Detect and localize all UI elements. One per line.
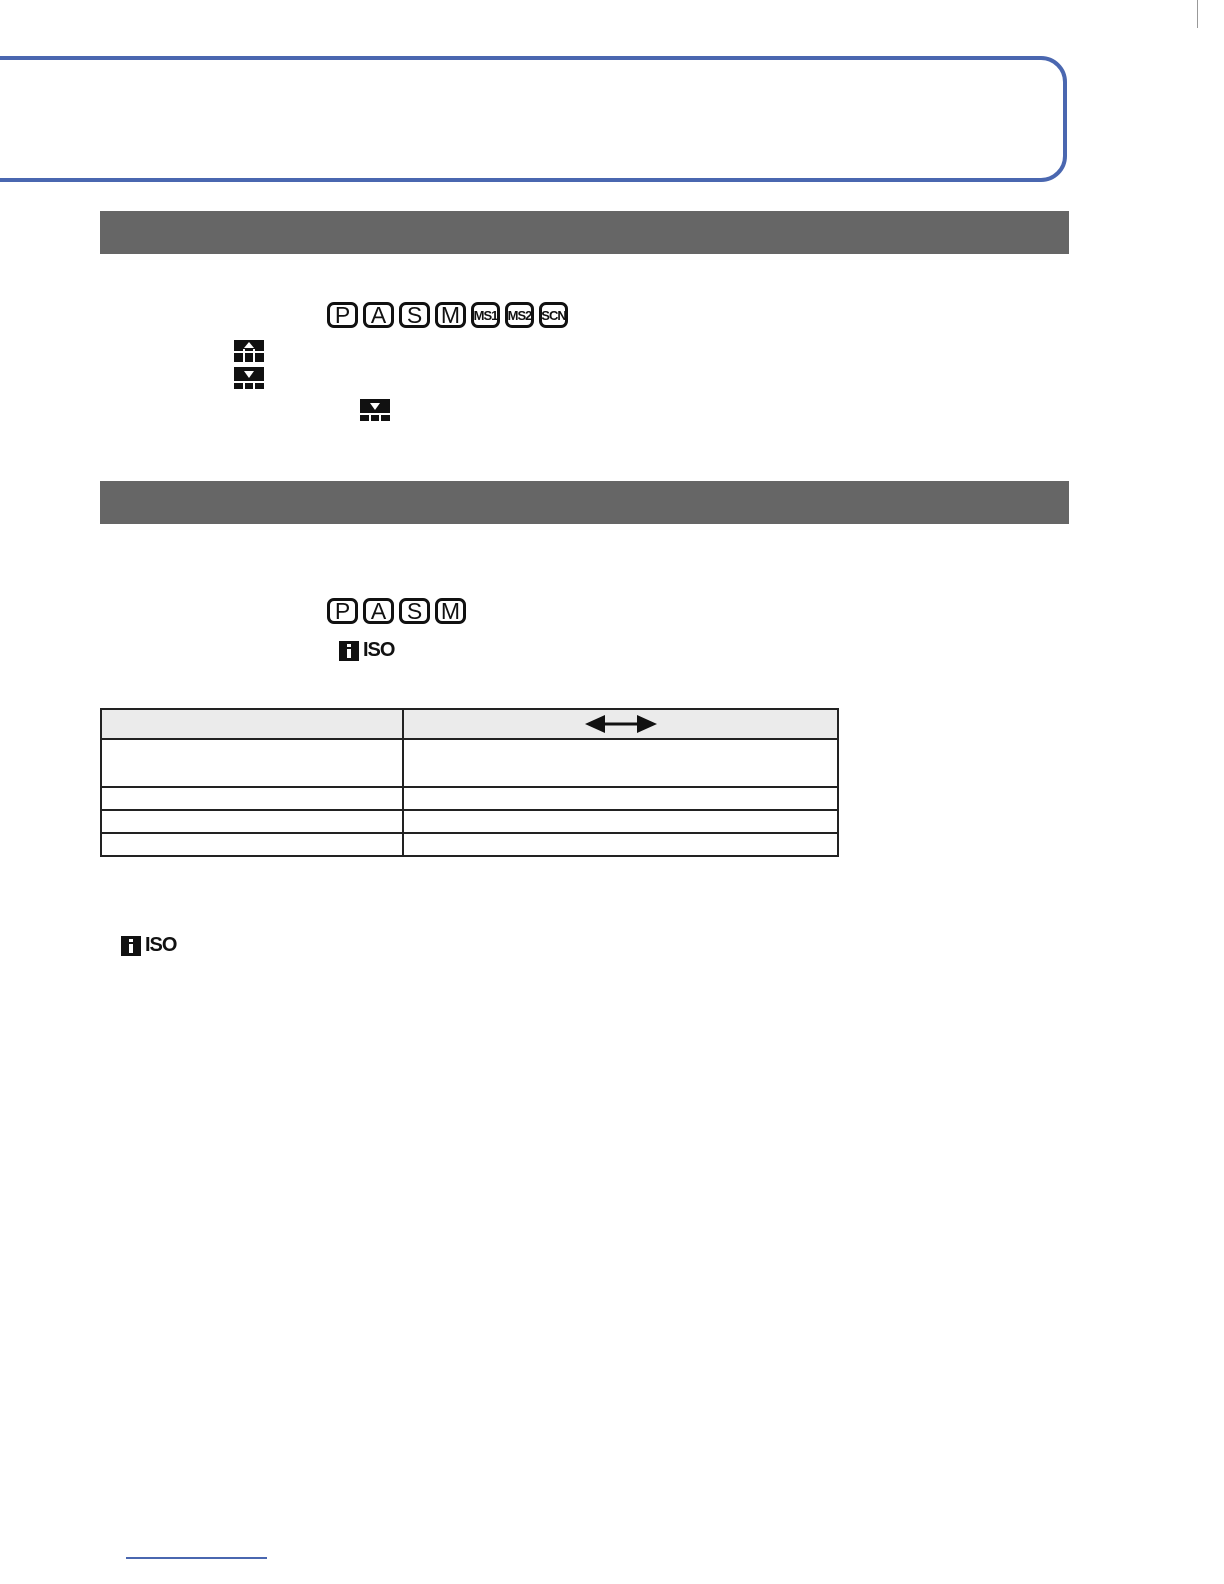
iso-label: ISO: [363, 639, 395, 661]
note-intelligent-iso-icon: [121, 934, 176, 957]
intelligent-iso-icon: [339, 639, 394, 662]
double-arrow-icon: [404, 710, 837, 738]
mode-a-icon: A: [363, 598, 394, 624]
section-header-bar-2: [100, 481, 1069, 524]
iso-label: ISO: [145, 934, 177, 956]
info-box-icon: [121, 936, 141, 956]
mode-icons-row-2: [327, 598, 466, 624]
mode-p-icon: P: [327, 598, 358, 624]
mode-s-icon: S: [399, 302, 430, 328]
mode-p-icon: P: [327, 302, 358, 328]
section-header-bar-1: [100, 211, 1069, 254]
table-row: [101, 810, 838, 833]
mode-a-icon: A: [363, 302, 394, 328]
mode-m-icon: M: [435, 302, 466, 328]
page-edge-line: [1197, 0, 1198, 28]
af-multi-icon: [234, 340, 264, 362]
af-single-icon-inline: [360, 399, 390, 421]
mode-scn-icon: SCN: [539, 302, 568, 328]
table-row: [101, 787, 838, 810]
table-header-cell: [101, 709, 403, 739]
mode-m-icon: M: [435, 598, 466, 624]
af-single-icon: [234, 367, 264, 389]
table-header-cell: [403, 709, 838, 739]
mode-ms2-icon: MS2: [505, 302, 534, 328]
table-row: [101, 833, 838, 856]
table-header-row: [101, 709, 838, 739]
title-frame: [0, 56, 1067, 182]
footer-link-underline[interactable]: [126, 1557, 267, 1559]
mode-icons-row-1: [327, 302, 568, 328]
info-box-icon: [339, 641, 359, 661]
settings-table: [100, 708, 839, 857]
mode-ms1-icon: MS1: [471, 302, 500, 328]
mode-s-icon: S: [399, 598, 430, 624]
table-row: [101, 739, 838, 787]
